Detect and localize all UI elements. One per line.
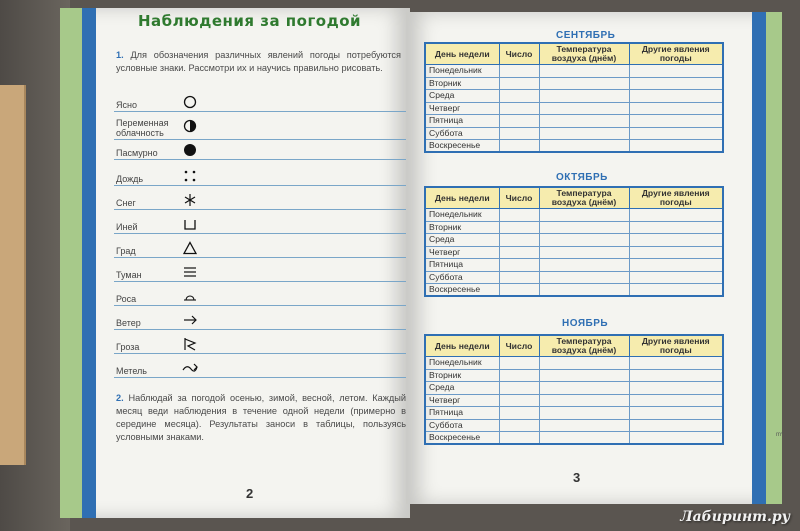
other-cell[interactable] [629,407,723,420]
other-cell[interactable] [629,115,723,128]
symbol-row-frost [114,214,406,234]
date-cell[interactable] [499,65,539,78]
header-date: Число [499,335,539,357]
temperature-cell[interactable] [539,102,629,115]
other-cell[interactable] [629,102,723,115]
page-number-left: 2 [246,486,254,501]
table-row [425,407,723,420]
table-row [425,90,723,103]
other-cell[interactable] [629,382,723,395]
date-cell[interactable] [499,234,539,247]
other-cell[interactable] [629,394,723,407]
table-row [425,140,723,153]
temperature-cell[interactable] [539,140,629,153]
other-cell[interactable] [629,259,723,272]
day-cell: Вторник [425,77,499,90]
table-row [425,115,723,128]
symbol-row-hail [114,238,406,258]
half-circle-icon [182,118,198,134]
header-day: День недели [425,335,499,357]
symbol-row-clear [114,92,406,112]
table-row [425,259,723,272]
header-temperature: Температура воздуха (днём) [539,187,629,209]
date-cell[interactable] [499,127,539,140]
date-cell[interactable] [499,432,539,445]
header-other: Другие явления погоды [629,187,723,209]
frost-bracket-icon [182,216,198,232]
symbol-label: Ясно [116,100,137,110]
symbol-row-overcast [114,140,406,160]
symbol-row-rain [114,166,406,186]
temperature-cell[interactable] [539,419,629,432]
symbol-label: Гроза [116,342,140,352]
wind-arrow-icon [182,312,198,328]
symbol-label: Ветер [116,318,141,328]
temperature-cell[interactable] [539,234,629,247]
date-cell[interactable] [499,407,539,420]
task2-body: Наблюдай за погодой осенью, зимой, весной, летом. Каждый месяц веди наблюдения в течение одной недели (примерно в середине месяца). Результаты заноси в таблицы, пользуясь условными знаками. [116,393,406,442]
writing-line [114,209,406,210]
table-row [425,65,723,78]
symbol-row-dew [114,286,406,306]
other-cell[interactable] [629,140,723,153]
day-cell: Четверг [425,102,499,115]
other-cell[interactable] [629,77,723,90]
day-cell: Среда [425,234,499,247]
symbol-label: Пасмурно [116,148,158,158]
other-cell[interactable] [629,221,723,234]
book-edge [0,85,26,465]
temperature-cell[interactable] [539,394,629,407]
temperature-cell[interactable] [539,271,629,284]
writing-line [114,305,406,306]
temperature-cell[interactable] [539,127,629,140]
table-row [425,369,723,382]
other-cell[interactable] [629,271,723,284]
day-cell: Четверг [425,246,499,259]
temperature-cell[interactable] [539,284,629,297]
temperature-cell[interactable] [539,115,629,128]
writing-line [114,353,406,354]
other-cell[interactable] [629,357,723,370]
blizzard-arrow-icon [182,360,198,376]
date-cell[interactable] [499,419,539,432]
day-cell: Воскресенье [425,432,499,445]
snow-asterisk-icon [182,192,198,208]
other-cell[interactable] [629,127,723,140]
symbol-label: Роса [116,294,137,304]
weather-table-november [424,334,724,445]
corner-mark: m* [776,432,784,438]
rain-dots-icon [182,168,198,184]
header-day: День недели [425,43,499,65]
table-row [425,209,723,222]
temperature-cell[interactable] [539,221,629,234]
date-cell[interactable] [499,209,539,222]
other-cell[interactable] [629,234,723,247]
writing-line [114,329,406,330]
day-cell: Среда [425,382,499,395]
other-cell[interactable] [629,65,723,78]
temperature-cell[interactable] [539,382,629,395]
day-cell: Пятница [425,259,499,272]
other-cell[interactable] [629,284,723,297]
temperature-cell[interactable] [539,357,629,370]
writing-line [114,257,406,258]
day-cell: Воскресенье [425,140,499,153]
table-row [425,246,723,259]
right-blue-band [752,12,766,504]
table-row [425,432,723,445]
task2-text [116,392,406,444]
temperature-cell[interactable] [539,369,629,382]
day-cell: Понедельник [425,209,499,222]
watermark-logo: Лабиринт.ру [680,509,790,525]
table-row [425,77,723,90]
table-row [425,127,723,140]
day-cell: Четверг [425,394,499,407]
symbol-row-snow [114,190,406,210]
other-cell[interactable] [629,90,723,103]
date-cell[interactable] [499,382,539,395]
temperature-cell[interactable] [539,77,629,90]
weather-table-october [424,186,724,297]
table-row [425,357,723,370]
fog-lines-icon [182,264,198,280]
temperature-cell[interactable] [539,259,629,272]
task1-body: Для обозначения различных явлений погоды потребуются условные знаки. Рассмотри их и научись правильно рисовать. [116,50,401,73]
other-cell[interactable] [629,432,723,445]
symbol-row-blizzard [114,358,406,378]
date-cell[interactable] [499,284,539,297]
right-green-band [766,12,782,504]
other-cell[interactable] [629,209,723,222]
date-cell[interactable] [499,246,539,259]
writing-line [114,233,406,234]
table-row [425,271,723,284]
left-blue-band [82,8,96,518]
date-cell[interactable] [499,259,539,272]
table-row [425,221,723,234]
day-cell: Воскресенье [425,284,499,297]
header-day: День недели [425,187,499,209]
symbol-label: Дождь [116,174,144,184]
symbol-label: Град [116,246,136,256]
page-title: Наблюдения за погодой [138,12,362,30]
day-cell: Суббота [425,271,499,284]
symbol-row-wind [114,310,406,330]
header-date: Число [499,43,539,65]
day-cell: Вторник [425,369,499,382]
symbol-label: Снег [116,198,136,208]
table-row [425,234,723,247]
date-cell[interactable] [499,221,539,234]
writing-line [114,281,406,282]
table-header-row [425,43,723,65]
date-cell[interactable] [499,140,539,153]
page-number-right: 3 [573,470,581,485]
hail-triangle-icon [182,240,198,256]
writing-line [114,185,406,186]
header-other: Другие явления погоды [629,335,723,357]
table-row [425,382,723,395]
other-cell[interactable] [629,369,723,382]
day-cell: Среда [425,90,499,103]
symbol-label: Метель [116,366,147,376]
header-date: Число [499,187,539,209]
symbol-label: Туман [116,270,142,280]
task1-text [116,49,401,75]
task1-number: 1. [116,50,124,60]
symbol-row-thunder [114,334,406,354]
table-row [425,419,723,432]
day-cell: Суббота [425,419,499,432]
date-cell[interactable] [499,115,539,128]
header-other: Другие явления погоды [629,43,723,65]
table-header-row [425,335,723,357]
dew-arc-icon [182,288,198,304]
thunder-bolt-icon [182,336,198,352]
other-cell[interactable] [629,419,723,432]
temperature-cell[interactable] [539,90,629,103]
temperature-cell[interactable] [539,432,629,445]
header-temperature: Температура воздуха (днём) [539,43,629,65]
task2-number: 2. [116,393,124,403]
weather-table-september [424,42,724,153]
day-cell: Пятница [425,115,499,128]
date-cell[interactable] [499,357,539,370]
date-cell[interactable] [499,271,539,284]
symbol-row-partly-cloudy [114,112,406,140]
day-cell: Понедельник [425,65,499,78]
date-cell[interactable] [499,394,539,407]
temperature-cell[interactable] [539,209,629,222]
header-temperature: Температура воздуха (днём) [539,335,629,357]
table-row [425,284,723,297]
writing-line [114,159,406,160]
temperature-cell[interactable] [539,407,629,420]
symbol-label: Иней [116,222,138,232]
day-cell: Вторник [425,221,499,234]
symbol-label: Переменная облачность [116,118,169,138]
day-cell: Понедельник [425,357,499,370]
writing-line [114,377,406,378]
month-title-september: СЕНТЯБРЬ [556,30,616,41]
circle-outline-icon [182,94,198,110]
date-cell[interactable] [499,102,539,115]
day-cell: Пятница [425,407,499,420]
month-title-october: ОКТЯБРЬ [556,172,608,183]
symbol-row-fog [114,262,406,282]
left-green-band [60,8,82,518]
month-title-november: НОЯБРЬ [562,318,609,329]
temperature-cell[interactable] [539,246,629,259]
filled-circle-icon [182,142,198,158]
table-header-row [425,187,723,209]
other-cell[interactable] [629,246,723,259]
date-cell[interactable] [499,369,539,382]
temperature-cell[interactable] [539,65,629,78]
table-row [425,102,723,115]
day-cell: Суббота [425,127,499,140]
table-row [425,394,723,407]
date-cell[interactable] [499,77,539,90]
date-cell[interactable] [499,90,539,103]
